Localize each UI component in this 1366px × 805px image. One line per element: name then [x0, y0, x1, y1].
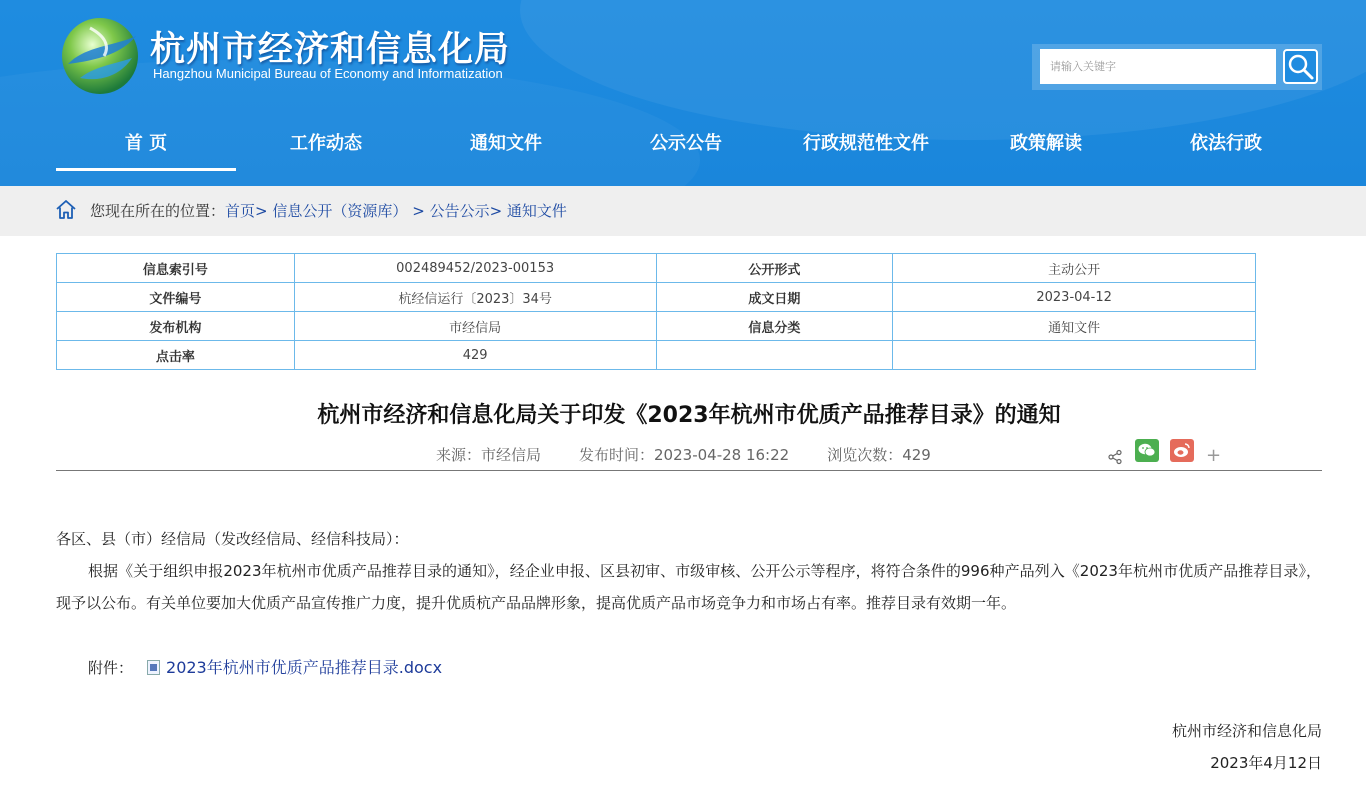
attachment-row [88, 655, 442, 678]
table-cell-label: 公开形式 [656, 254, 893, 283]
table-cell-label: 信息分类 [656, 312, 893, 341]
table-row [57, 341, 1256, 370]
more-share-icon[interactable]: + [1206, 445, 1222, 466]
word-document-icon [147, 660, 160, 675]
wechat-share-icon[interactable] [1135, 439, 1159, 462]
table-cell-value: 主动公开 [893, 254, 1256, 283]
nav-normative-docs[interactable]: 行政规范性文件 [803, 133, 929, 154]
article-view-count: 浏览次数：429 [827, 446, 931, 464]
article-source: 来源：市经信局 [436, 446, 542, 464]
nav-notices[interactable]: 通知文件 [470, 133, 542, 154]
site-title: 杭州市经济和信息化局 [150, 30, 511, 70]
breadcrumb-prefix: 您现在所在的位置： [90, 202, 226, 220]
breadcrumb-announcements[interactable]: 公告公示 [429, 202, 490, 220]
table-row [57, 312, 1256, 341]
table-cell-value: 杭经信运行〔2023〕34号 [294, 283, 656, 312]
nav-policy-interpretation[interactable]: 政策解读 [1010, 133, 1082, 154]
table-cell-label: 文件编号 [57, 283, 295, 312]
breadcrumb-home[interactable]: 首页 [225, 202, 256, 220]
breadcrumb-separator: > [489, 202, 503, 220]
attachment-label: 附件： [88, 659, 134, 677]
article-body: 根据《关于组织申报2023年杭州市优质产品推荐目录的通知》，经企业申报、区县初审、市级审核、公开公示等程序，将符合条件的996种产品列入《2023年杭州市优质产品推荐目录》，现予以公布。有关单位要加大优质产品宣传推广力度，提升优质杭产品品牌形象，提高优质产品市场竞争力和市场占有率。推荐目录有效期一年。 [56, 562, 1321, 612]
table-cell-value: 429 [294, 341, 656, 370]
weibo-logo-icon [1170, 439, 1194, 462]
share-icon[interactable] [1107, 449, 1123, 465]
attachment-link[interactable]: 2023年杭州市优质产品推荐目录.docx [166, 658, 443, 677]
weibo-share-icon[interactable] [1170, 439, 1194, 462]
breadcrumb-separator: > [255, 202, 268, 220]
signature-date: 2023年4月12日 [1210, 754, 1322, 772]
table-cell-label: 点击率 [57, 341, 295, 370]
document-info-table [56, 253, 1256, 370]
table-cell-label: 信息索引号 [57, 254, 295, 283]
search-icon [1285, 51, 1316, 82]
nav-work-news[interactable]: 工作动态 [290, 133, 362, 154]
nav-law-administration[interactable]: 依法行政 [1190, 133, 1262, 154]
signature-org: 杭州市经济和信息化局 [1171, 722, 1322, 740]
table-cell-value: 市经信局 [294, 312, 656, 341]
breadcrumb-separator: > [412, 202, 425, 220]
article-title: 杭州市经济和信息化局关于印发《2023年杭州市优质产品推荐目录》的通知 [317, 403, 1061, 428]
table-cell-label: 成文日期 [656, 283, 893, 312]
home-icon[interactable] [54, 198, 78, 222]
table-cell-value: 002489452/2023-00153 [294, 254, 656, 283]
divider [56, 470, 1322, 471]
search-input[interactable] [1040, 49, 1276, 84]
search-button[interactable] [1283, 49, 1318, 84]
table-cell-label [656, 341, 893, 370]
table-cell-value [893, 341, 1256, 370]
article-meta [436, 444, 969, 465]
nav-announcements[interactable]: 公示公告 [650, 133, 722, 154]
article-publish-time: 发布时间：2023-04-28 16:22 [579, 446, 790, 464]
table-cell-value: 通知文件 [893, 312, 1256, 341]
main-nav [56, 118, 1316, 174]
table-row [57, 254, 1256, 283]
site-subtitle: Hangzhou Municipal Bureau of Economy and Informatization [153, 66, 503, 81]
table-cell-label: 发布机构 [57, 312, 295, 341]
table-cell-value: 2023-04-12 [893, 283, 1256, 312]
breadcrumb-info-disclosure[interactable]: 信息公开（资源库） [272, 202, 408, 220]
nav-home[interactable]: 首 页 [56, 118, 236, 171]
breadcrumb-notices[interactable]: 通知文件 [506, 202, 567, 220]
breadcrumb [90, 200, 567, 221]
table-row [57, 283, 1256, 312]
wechat-logo-icon [1135, 439, 1159, 462]
article-salutation: 各区、县（市）经信局（发改经信局、经信科技局）： [56, 530, 409, 548]
bureau-logo-icon[interactable] [60, 16, 140, 96]
